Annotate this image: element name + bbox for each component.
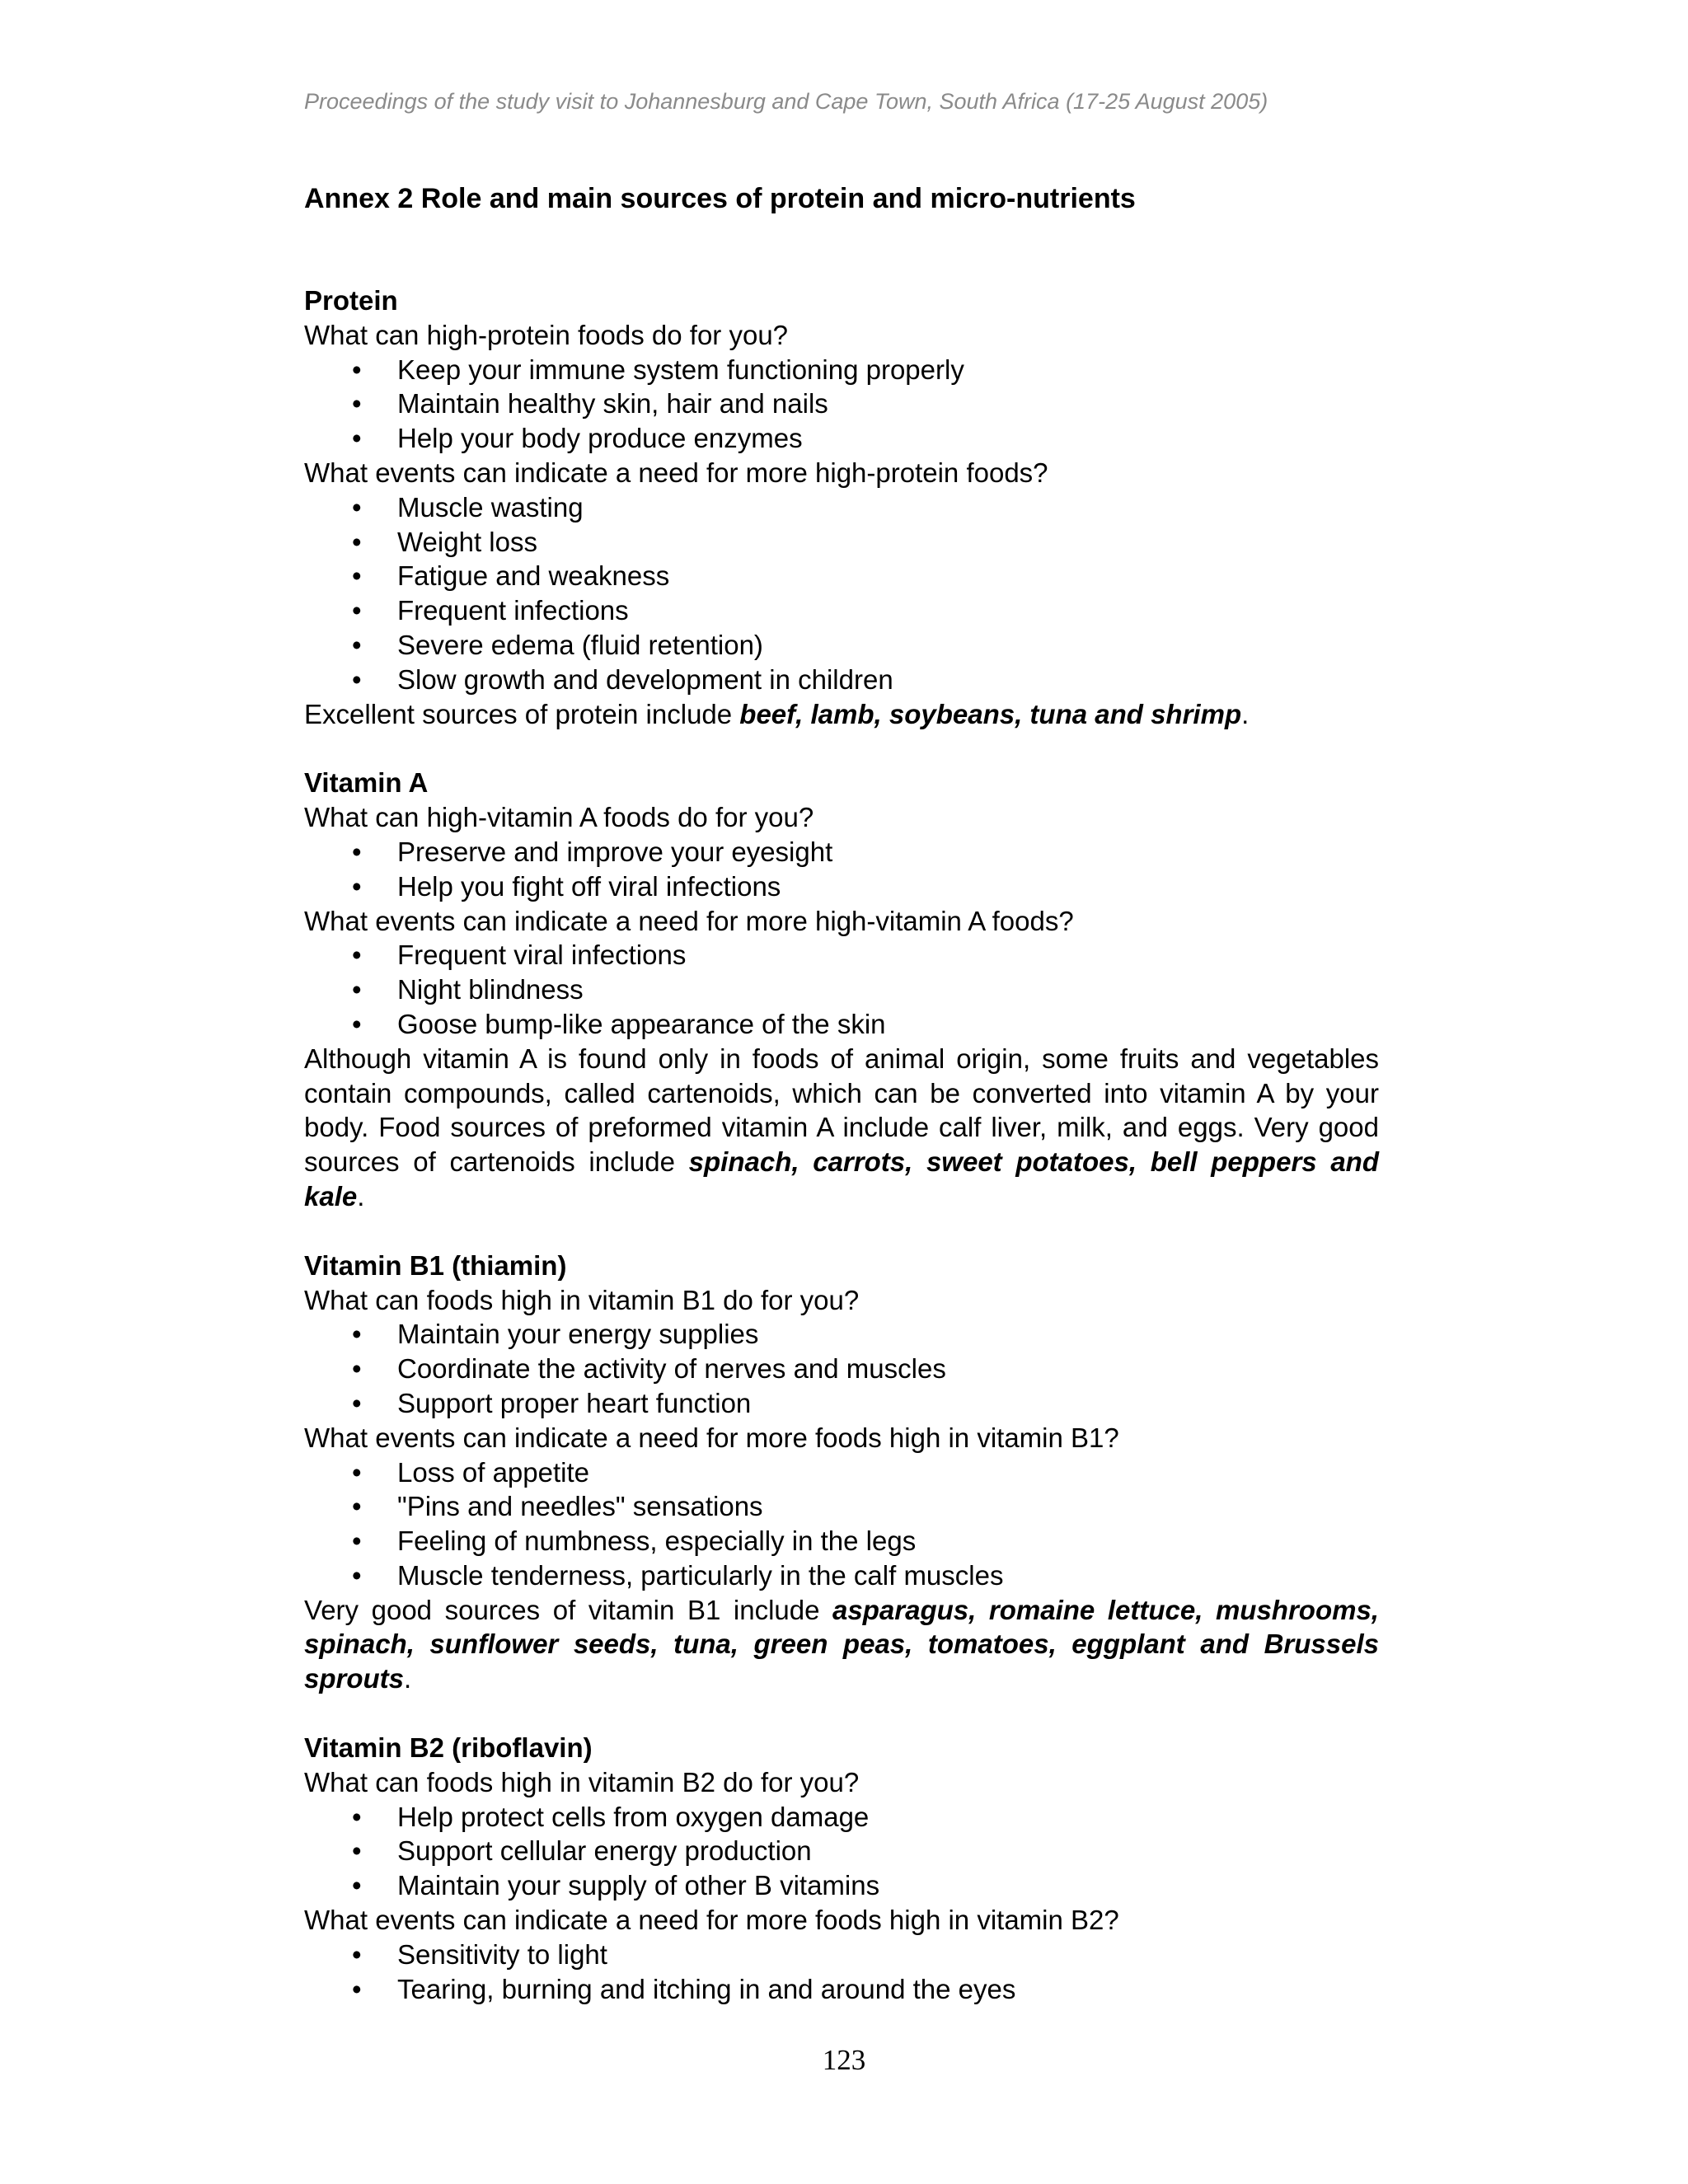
section-protein [304,284,1379,731]
list-item: • Fatigue and weakness [304,559,1379,593]
bullet-icon: • [352,1008,362,1039]
signs-question: What events can indicate a need for more high-vitamin A foods? [304,905,1074,936]
bullet-icon: • [352,870,362,902]
section-title: Vitamin A [304,767,429,799]
list-item: • Help you fight off viral infections [304,869,1379,904]
benefits-question: What can foods high in vitamin B1 do for you? [304,1284,860,1315]
list-item: • Keep your immune system functioning properly [304,353,1379,387]
sources-highlight: spinach, carrots, sweet potatoes, bell peppers and kale [304,1146,1379,1212]
list-item: • Support proper heart function [304,1386,1379,1421]
bullet-icon: • [352,354,362,385]
benefits-question: What can high-protein foods do for you? [304,319,789,350]
benefits-list [304,835,1379,904]
page-number: 123 [822,2044,866,2076]
list-item: • Muscle tenderness, particularly in the calf muscles [304,1558,1379,1593]
annex-title: Annex 2 Role and main sources of protein and micro-nutrients [304,183,1136,214]
bullet-icon: • [352,940,362,971]
list-item: • Feeling of numbness, especially in the legs [304,1524,1379,1558]
bullet-icon: • [352,629,362,660]
list-item: • Help protect cells from oxygen damage [304,1800,1379,1835]
list-item: • Goose bump-like appearance of the skin [304,1007,1379,1042]
signs-question: What events can indicate a need for more foods high in vitamin B2? [304,1905,1119,1936]
sources-paragraph: Excellent sources of protein include beef, lamb, soybeans, tuna and shrimp. [304,698,1250,729]
list-item: • Sensitivity to light [304,1938,1379,1972]
bullet-icon: • [352,526,362,557]
bullet-icon: • [352,595,362,626]
list-item: • Night blindness [304,972,1379,1007]
bullet-icon: • [352,1456,362,1488]
sources-paragraph: Very good sources of vitamin B1 include asparagus, romaine lettuce, mushrooms, spinach, sunflower seeds, tuna, green peas, tomatoes, eggplant and Brussels sprouts. [304,1594,1379,1694]
sources-highlight: asparagus, romaine lettuce, mushrooms, spinach, sunflower seeds, tuna, green peas, tomatoes, eggplant and Brussels sprouts [304,1594,1379,1694]
benefits-list [304,1800,1379,1903]
list-item: • Help your body produce enzymes [304,421,1379,456]
section-vitamin-b2 [304,1731,1379,2006]
list-item: • Maintain healthy skin, hair and nails [304,387,1379,421]
bullet-icon: • [352,663,362,695]
section-vitamin-b1 [304,1249,1379,1696]
benefits-list [304,353,1379,456]
list-item: • Severe edema (fluid retention) [304,628,1379,663]
section-title: Vitamin B2 (riboflavin) [304,1732,593,1764]
document-body [304,284,1379,2041]
sources-paragraph: Although vitamin A is found only in foods of animal origin, some fruits and vegetables contain compounds, called cartenoids, which can be converted into vitamin A by your body. Food sources of preformed vitamin A include calf liver, milk, and eggs. Very good sources of cartenoids include spinach, carrots, sweet potatoes, bell peppers and kale. [304,1043,1379,1212]
list-item: • Maintain your energy supplies [304,1317,1379,1352]
benefits-question: What can foods high in vitamin B2 do for you? [304,1766,860,1797]
list-item: • Frequent viral infections [304,938,1379,972]
signs-list [304,1455,1379,1593]
list-item: • Maintain your supply of other B vitamins [304,1868,1379,1903]
list-item: • "Pins and needles" sensations [304,1489,1379,1524]
bullet-icon: • [352,974,362,1005]
section-title: Vitamin B1 (thiamin) [304,1249,567,1281]
list-item: • Tearing, burning and itching in and around the eyes [304,1972,1379,2007]
section-vitamin-a [304,766,1379,1213]
section-title: Protein [304,285,398,316]
benefits-list [304,1317,1379,1420]
list-item: • Preserve and improve your eyesight [304,835,1379,869]
bullet-icon: • [352,1491,362,1522]
signs-list [304,490,1379,697]
bullet-icon: • [352,423,362,454]
bullet-icon: • [352,491,362,523]
list-item: • Weight loss [304,525,1379,560]
bullet-icon: • [352,1526,362,1557]
list-item: • Slow growth and development in children [304,663,1379,697]
list-item: • Muscle wasting [304,490,1379,525]
signs-question: What events can indicate a need for more high-protein foods? [304,457,1048,488]
signs-list [304,938,1379,1041]
running-header: Proceedings of the study visit to Johannesburg and Cape Town, South Africa (17-25 August 2005) [304,89,1268,114]
bullet-icon: • [352,1387,362,1418]
bullet-icon: • [352,1973,362,2004]
list-item: • Frequent infections [304,593,1379,628]
bullet-icon: • [352,1559,362,1591]
bullet-icon: • [352,1319,362,1350]
signs-question: What events can indicate a need for more foods high in vitamin B1? [304,1422,1119,1453]
list-item: • Loss of appetite [304,1455,1379,1490]
bullet-icon: • [352,1870,362,1901]
bullet-icon: • [352,1801,362,1832]
sources-highlight: beef, lamb, soybeans, tuna and shrimp [739,698,1242,729]
bullet-icon: • [352,1835,362,1867]
bullet-icon: • [352,1353,362,1385]
bullet-icon: • [352,836,362,867]
bullet-icon: • [352,560,362,592]
signs-list [304,1938,1379,2007]
bullet-icon: • [352,388,362,419]
benefits-question: What can high-vitamin A foods do for you? [304,802,814,833]
list-item: • Support cellular energy production [304,1834,1379,1868]
list-item: • Coordinate the activity of nerves and muscles [304,1352,1379,1386]
bullet-icon: • [352,1938,362,1970]
